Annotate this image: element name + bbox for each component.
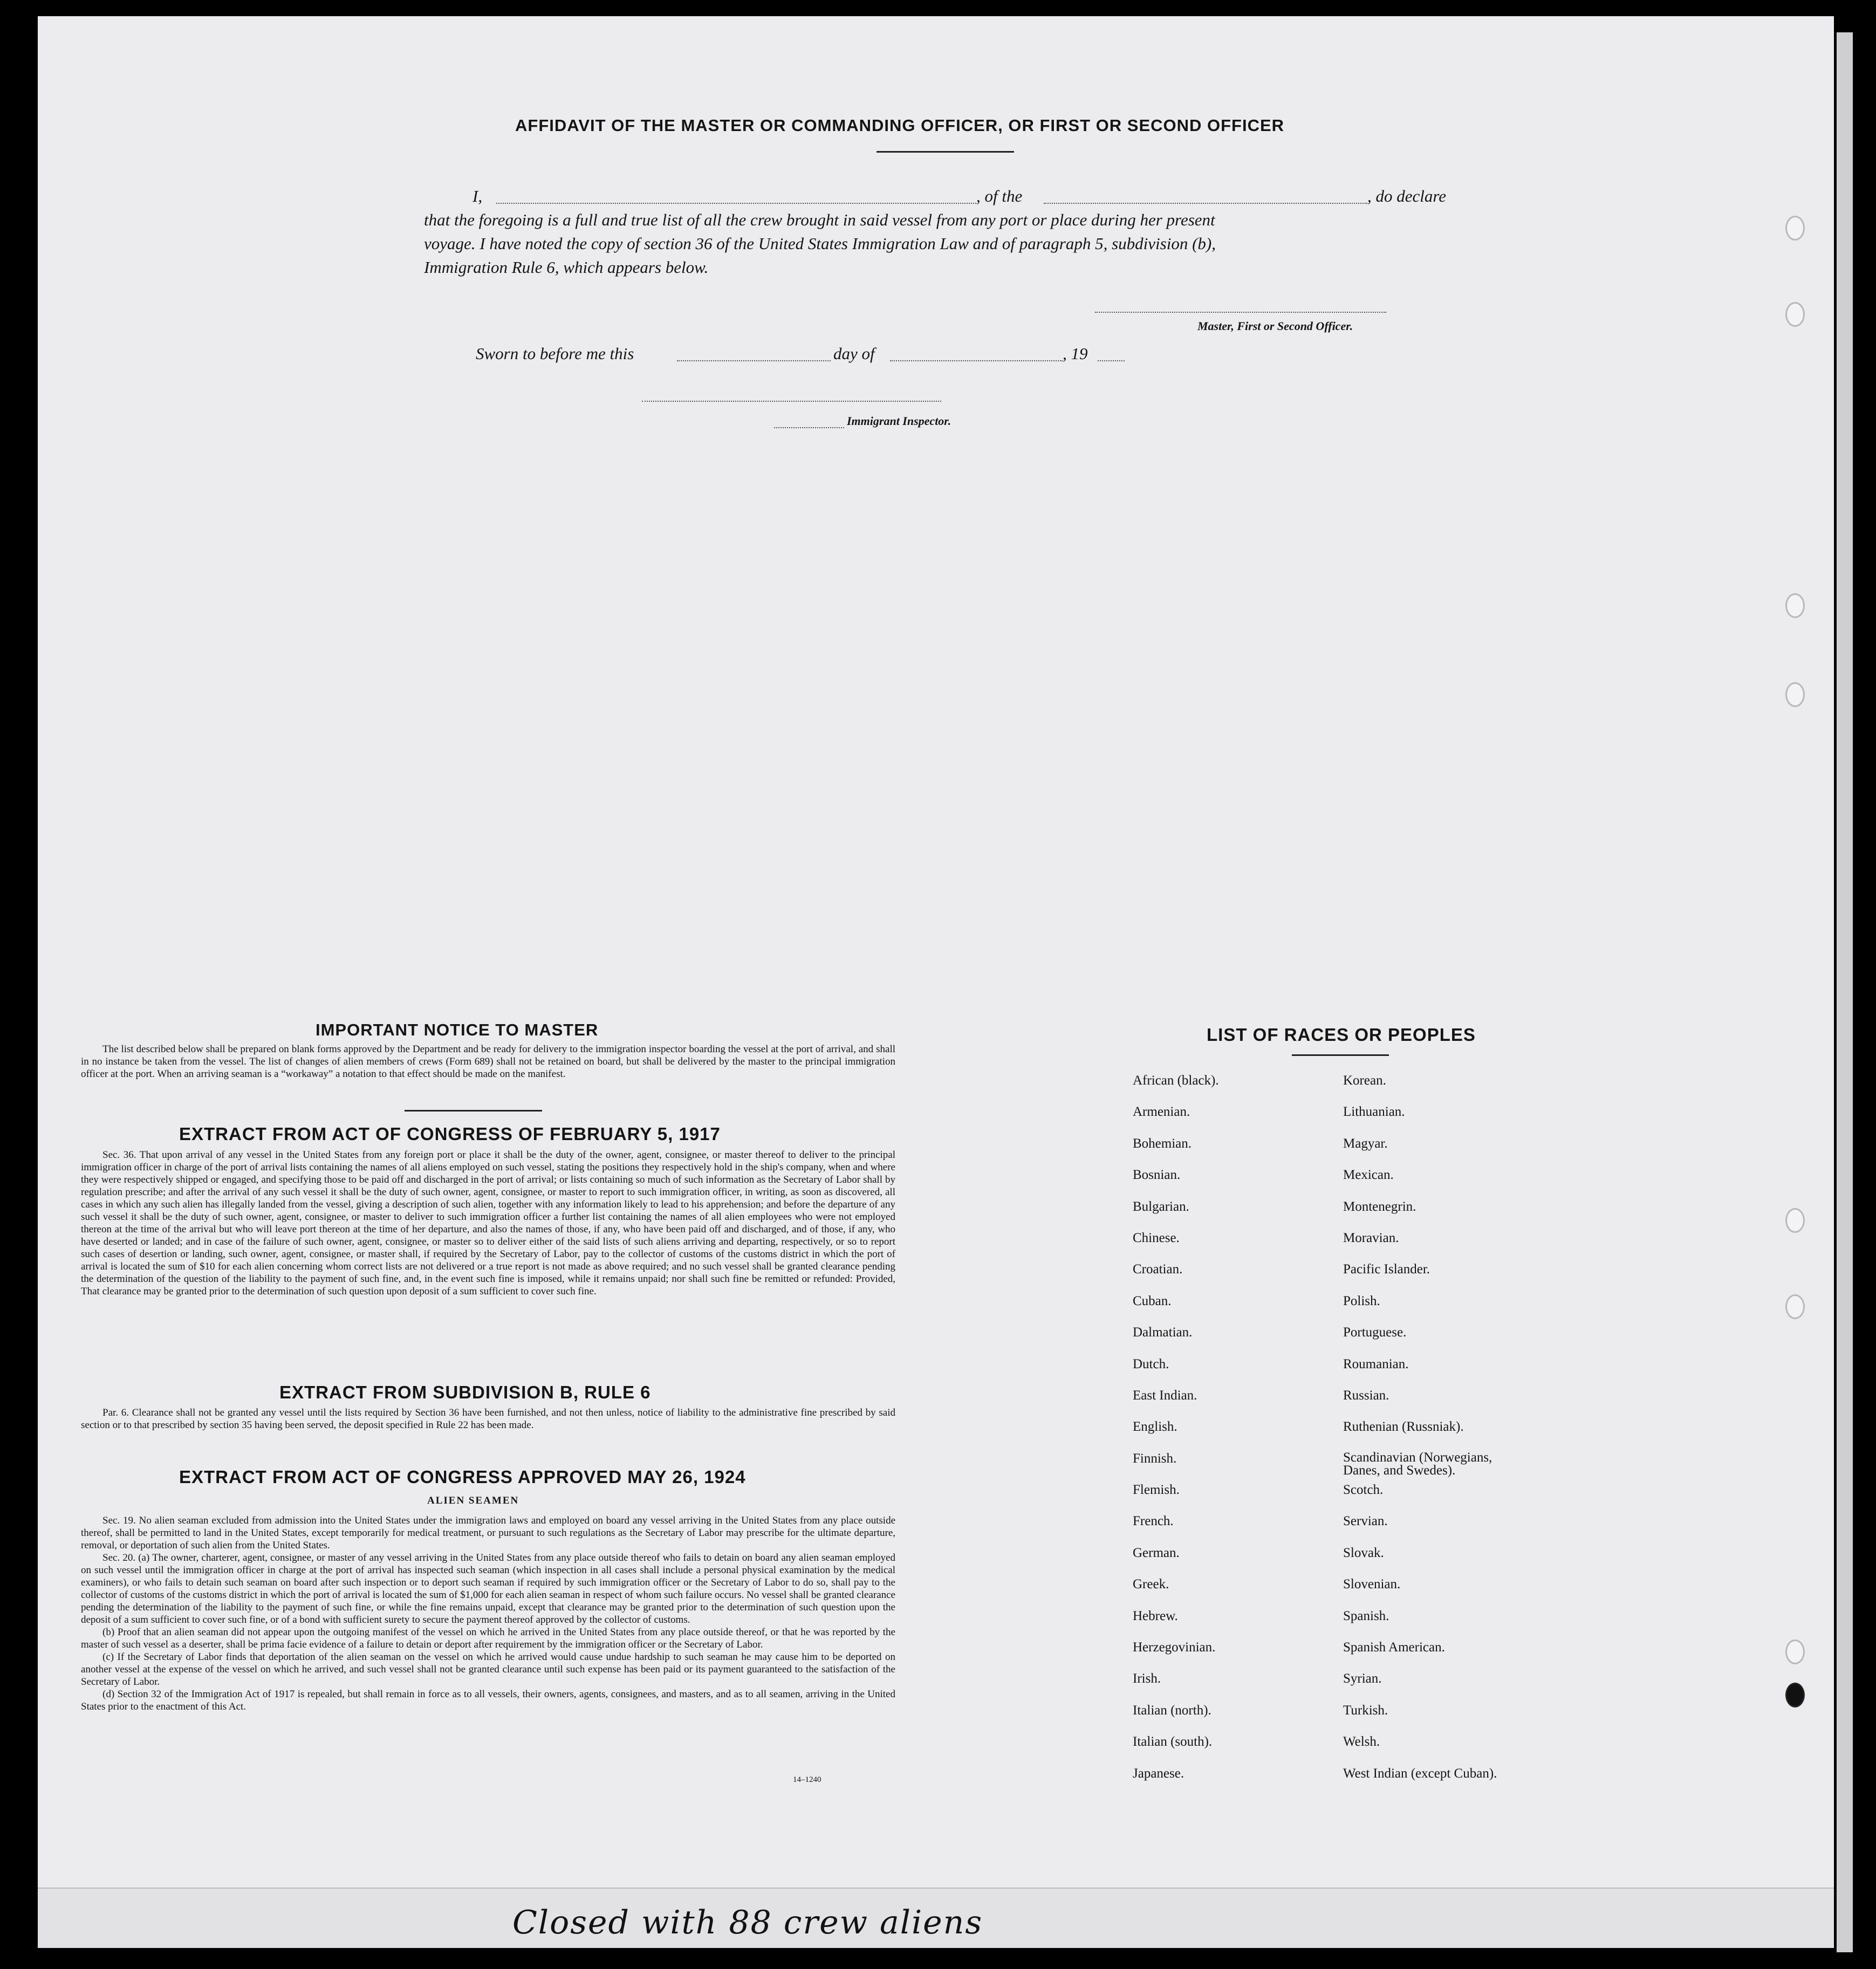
race-item: Chinese. xyxy=(1133,1230,1180,1245)
race-item: Syrian. xyxy=(1343,1671,1382,1686)
section-rule xyxy=(405,1110,542,1112)
races-column-1 xyxy=(1133,1073,1219,1798)
vessel-blank xyxy=(1044,203,1367,204)
race-item: English. xyxy=(1133,1419,1177,1435)
race-item: Polish. xyxy=(1343,1293,1380,1308)
rule6-text: Par. 6. Clearance shall not be granted any vessel until the lists required by Section 36 have been furnished, and not then unless, notice of liability to the administrative fine prescribed by said section or to that prescribed by section 35 having been served, the deposit specified in Rule 22 has been made. xyxy=(81,1407,895,1431)
extract-1917-title: EXTRACT FROM ACT OF CONGRESS OF FEBRUARY 5, 1917 xyxy=(179,1124,721,1144)
inspector-signature-blank xyxy=(642,401,941,402)
race-item: Slovenian. xyxy=(1343,1577,1401,1592)
affidavit-of-the: , of the xyxy=(976,187,1023,205)
notice-title: IMPORTANT NOTICE TO MASTER xyxy=(316,1020,599,1039)
race-item: Croatian. xyxy=(1133,1262,1183,1277)
race-item: Pacific Islander. xyxy=(1343,1262,1430,1277)
race-item: Bulgarian. xyxy=(1133,1199,1189,1214)
binder-hole xyxy=(1785,593,1805,618)
race-item: Dutch. xyxy=(1133,1356,1169,1371)
race-item: Greek. xyxy=(1133,1577,1169,1592)
race-item: Ruthenian (Russniak). xyxy=(1343,1419,1464,1435)
race-item: Spanish American. xyxy=(1343,1640,1445,1655)
race-item: Bohemian. xyxy=(1133,1136,1192,1151)
title-rule xyxy=(877,151,1014,153)
race-item: Italian (south). xyxy=(1133,1734,1213,1750)
race-item: West Indian (except Cuban). xyxy=(1343,1766,1497,1781)
form-number: 14–1240 xyxy=(793,1775,821,1784)
underlying-page-edge xyxy=(1837,32,1853,1952)
race-item: East Indian. xyxy=(1133,1388,1197,1403)
race-item: Irish. xyxy=(1133,1671,1161,1686)
affidavit-title: AFFIDAVIT OF THE MASTER OR COMMANDING OFFICER, OR FIRST OR SECOND OFFICER xyxy=(515,116,1285,135)
binder-hole xyxy=(1785,1639,1805,1664)
document-page xyxy=(38,16,1834,1888)
sworn-month-blank xyxy=(890,360,1063,361)
race-item: Dalmatian. xyxy=(1133,1325,1193,1340)
race-item: Slovak. xyxy=(1343,1545,1384,1560)
race-item: Bosnian. xyxy=(1133,1168,1181,1183)
binder-hole xyxy=(1785,216,1805,241)
master-label: Master, First or Second Officer. xyxy=(1197,319,1353,333)
rule6-title: EXTRACT FROM SUBDIVISION B, RULE 6 xyxy=(279,1382,651,1402)
sworn-label: Sworn to before me this xyxy=(476,344,634,363)
day-of-label: day of xyxy=(833,344,875,363)
name-blank xyxy=(496,203,976,204)
binder-hole xyxy=(1785,1683,1805,1707)
affidavit-do-declare: , do declare xyxy=(1367,187,1447,205)
race-item: Mexican. xyxy=(1343,1168,1394,1183)
race-item: Moravian. xyxy=(1343,1230,1399,1245)
sec20d-text: (d) Section 32 of the Immigration Act of 1917 is repealed, but shall remain in force as to all vessels, their owners, agents, consignees, and masters, and as to all seamen, arriving in the United States prior to the enactment of this Act. xyxy=(81,1689,895,1712)
race-item: Russian. xyxy=(1343,1388,1389,1403)
sec19-text: Sec. 19. No alien seaman excluded from admission into the United States under the immigration laws and employed on board any vessel arriving in the United States from any place outside thereof, shall be permitted to land in the United States, except temporarily for medical treatment, or pursuant to such regulations as the Secretary of Labor may prescribe for the ultimate departure, removal, or deportation of such alien from the United States. xyxy=(81,1515,895,1551)
race-item: Portuguese. xyxy=(1343,1325,1407,1340)
sworn-day-blank xyxy=(677,360,831,361)
race-item: German. xyxy=(1133,1545,1180,1560)
races-rule xyxy=(1292,1054,1389,1056)
race-item: Cuban. xyxy=(1133,1293,1172,1308)
race-item: Scotch. xyxy=(1343,1483,1384,1498)
race-item: Hebrew. xyxy=(1133,1608,1178,1623)
race-item: Herzegovinian. xyxy=(1133,1640,1216,1655)
affidavit-line2: that the foregoing is a full and true list of all the crew brought in said vessel from any port or place during her present xyxy=(424,210,1215,229)
affidavit-line4: Immigration Rule 6, which appears below. xyxy=(424,258,709,277)
race-item: Korean. xyxy=(1343,1073,1386,1088)
race-item: Scandinavian (Norwegians, Danes, and Swedes). xyxy=(1343,1450,1492,1478)
race-item: Montenegrin. xyxy=(1343,1199,1416,1214)
extract-1924-title: EXTRACT FROM ACT OF CONGRESS APPROVED MAY 26, 1924 xyxy=(179,1467,746,1487)
race-item: Magyar. xyxy=(1343,1136,1388,1151)
race-item: Armenian. xyxy=(1133,1104,1190,1120)
inspector-leader xyxy=(774,427,844,428)
races-column-2 xyxy=(1343,1073,1505,1798)
race-item: Turkish. xyxy=(1343,1703,1388,1718)
race-item: Roumanian. xyxy=(1343,1356,1409,1371)
race-item: Japanese. xyxy=(1133,1766,1185,1781)
inspector-label: Immigrant Inspector. xyxy=(847,414,951,428)
extract-1924-text xyxy=(81,1514,895,1713)
race-item: Lithuanian. xyxy=(1343,1104,1405,1120)
races-title: LIST OF RACES OR PEOPLES xyxy=(1207,1025,1476,1045)
extract-1917-text: Sec. 36. That upon arrival of any vessel in the United States from any foreign port or place it shall be the duty of the owner, agent, consignee, or master thereof to deliver to the principal immigration officer in charge of the port of arrival lists containing the names of all aliens employed on such vessel, stating the positions they respectively hold in the ship's company, when and where they were respectively shipped or engaged, and specifying those to be paid off and discharged in the port of arrival; or lists containing so much of such information as the Secretary of Labor shall by regulation prescribe; and after the arrival of any such vessel it shall be the duty of such owner, agent, consignee, or master to report to such immigration officer, in writing, as soon as discovered, all cases in which any such alien has illegally landed from the vessel, giving a description of such alien, together with any information likely to lead to his apprehension; and before the departure of any such vessel it shall be the duty of such owner, agent, consignee, or master to deliver to such immigration officer a further list containing the names of all alien employees who were not employed thereon at the time of the arrival but who will leave port thereon at the time of her departure, and also the names of those, if any, who have been paid off and discharged, and of those, if any, who have deserted or landed; and in case of the failure of such owner, agent, consignee, or master so to deliver either of the said lists of such aliens arriving and departing, respectively, or so to report such cases of desertion or landing, such owner, agent, consignee, or master shall, if required by the Secretary of Labor, pay to the collector of customs of the customs district in which the port of arrival is located the sum of $10 for each alien concerning whom correct lists are not delivered or a true report is not made as above required; and no such vessel shall be granted clearance pending the determination of the question of the liability to the payment of such fine, and, in the event such fine is imposed, while it remains unpaid; nor shall such fine be remitted or refunded: Provided, That clearance may be granted prior to the determination of such question upon deposit of a sum sufficient to cover such fine. xyxy=(81,1149,895,1297)
sec20c-text: (c) If the Secretary of Labor finds that deportation of the alien seaman on the vessel on which he arrived would cause undue hardship to such seaman he may cause him to be deported on another vessel at the expense of the vessel on which he arrived, and such vessel shall not be granted clearance until such expense has been paid or its payment guaranteed to the satisfaction of the Secretary of Labor. xyxy=(81,1651,895,1687)
race-item: Spanish. xyxy=(1343,1608,1389,1623)
notice-text: The list described below shall be prepared on blank forms approved by the Department and be ready for delivery to the immigration inspector boarding the vessel at the port of arrival, and shall in no instance be taken from the vessel. The list of changes of alien members of crews (Form 689) shall not be retained on board, but shall be delivered by the master to the principal immigration officer at the port. When an arriving seaman is a “workaway” a notation to that effect should be made on the manifest. xyxy=(81,1044,895,1080)
binder-hole xyxy=(1785,302,1805,327)
handwritten-note: Closed with 88 crew aliens xyxy=(512,1904,983,1941)
binder-hole xyxy=(1785,1294,1805,1319)
year-prefix: , 19 xyxy=(1063,344,1088,363)
sec20a-text: Sec. 20. (a) The owner, charterer, agent, consignee, or master of any vessel arriving in the United States from any place outside thereof who fails to detain on board any alien seaman employed on such vessel until the immigration officer in charge at the port of arrival has inspected such seaman (which inspection in all cases shall include a personal physical examination by the medical examiners), or who fails to detain such seaman on board after such inspection or to deport such seaman if required by such immigration officer or the Secretary of Labor to do so, shall pay to the collector of customs of the customs district in which the port of arrival is located the sum of $1,000 for each alien seaman in respect of whom such failure occurs. No vessel shall be granted clearance pending the determination of the liability to the payment of such fine, or while the fine remains unpaid, except that clearance may be granted prior to the determination of such question upon the deposit of a sum sufficient to cover such fine, or of a bond with sufficient surety to secure the payment thereof approved by the collector of customs. xyxy=(81,1552,895,1625)
race-item: Finnish. xyxy=(1133,1451,1177,1466)
race-item: Welsh. xyxy=(1343,1734,1380,1750)
affidavit-line3: voyage. I have noted the copy of section 36 of the United States Immigration Law and of paragraph 5, subdivision (b), xyxy=(424,234,1216,253)
affidavit-i: I, xyxy=(473,187,483,205)
year-blank xyxy=(1098,360,1125,361)
race-item: African (black). xyxy=(1133,1073,1219,1088)
race-item: French. xyxy=(1133,1514,1174,1529)
alien-seamen-subtitle: ALIEN SEAMEN xyxy=(427,1495,519,1506)
sec20b-text: (b) Proof that an alien seaman did not appear upon the outgoing manifest of the vessel on which he arrived in the United States from any place outside thereof, or that he was reported by the master of such vessel as a deserter, shall be prima facie evidence of a failure to detain or deport after requirement by the immigration officer or the Secretary of Labor. xyxy=(81,1627,895,1650)
master-signature-blank xyxy=(1095,312,1386,313)
race-item: Flemish. xyxy=(1133,1483,1180,1498)
binder-hole xyxy=(1785,1208,1805,1233)
race-item: Italian (north). xyxy=(1133,1703,1211,1718)
binder-hole xyxy=(1785,682,1805,707)
race-item: Servian. xyxy=(1343,1514,1388,1529)
